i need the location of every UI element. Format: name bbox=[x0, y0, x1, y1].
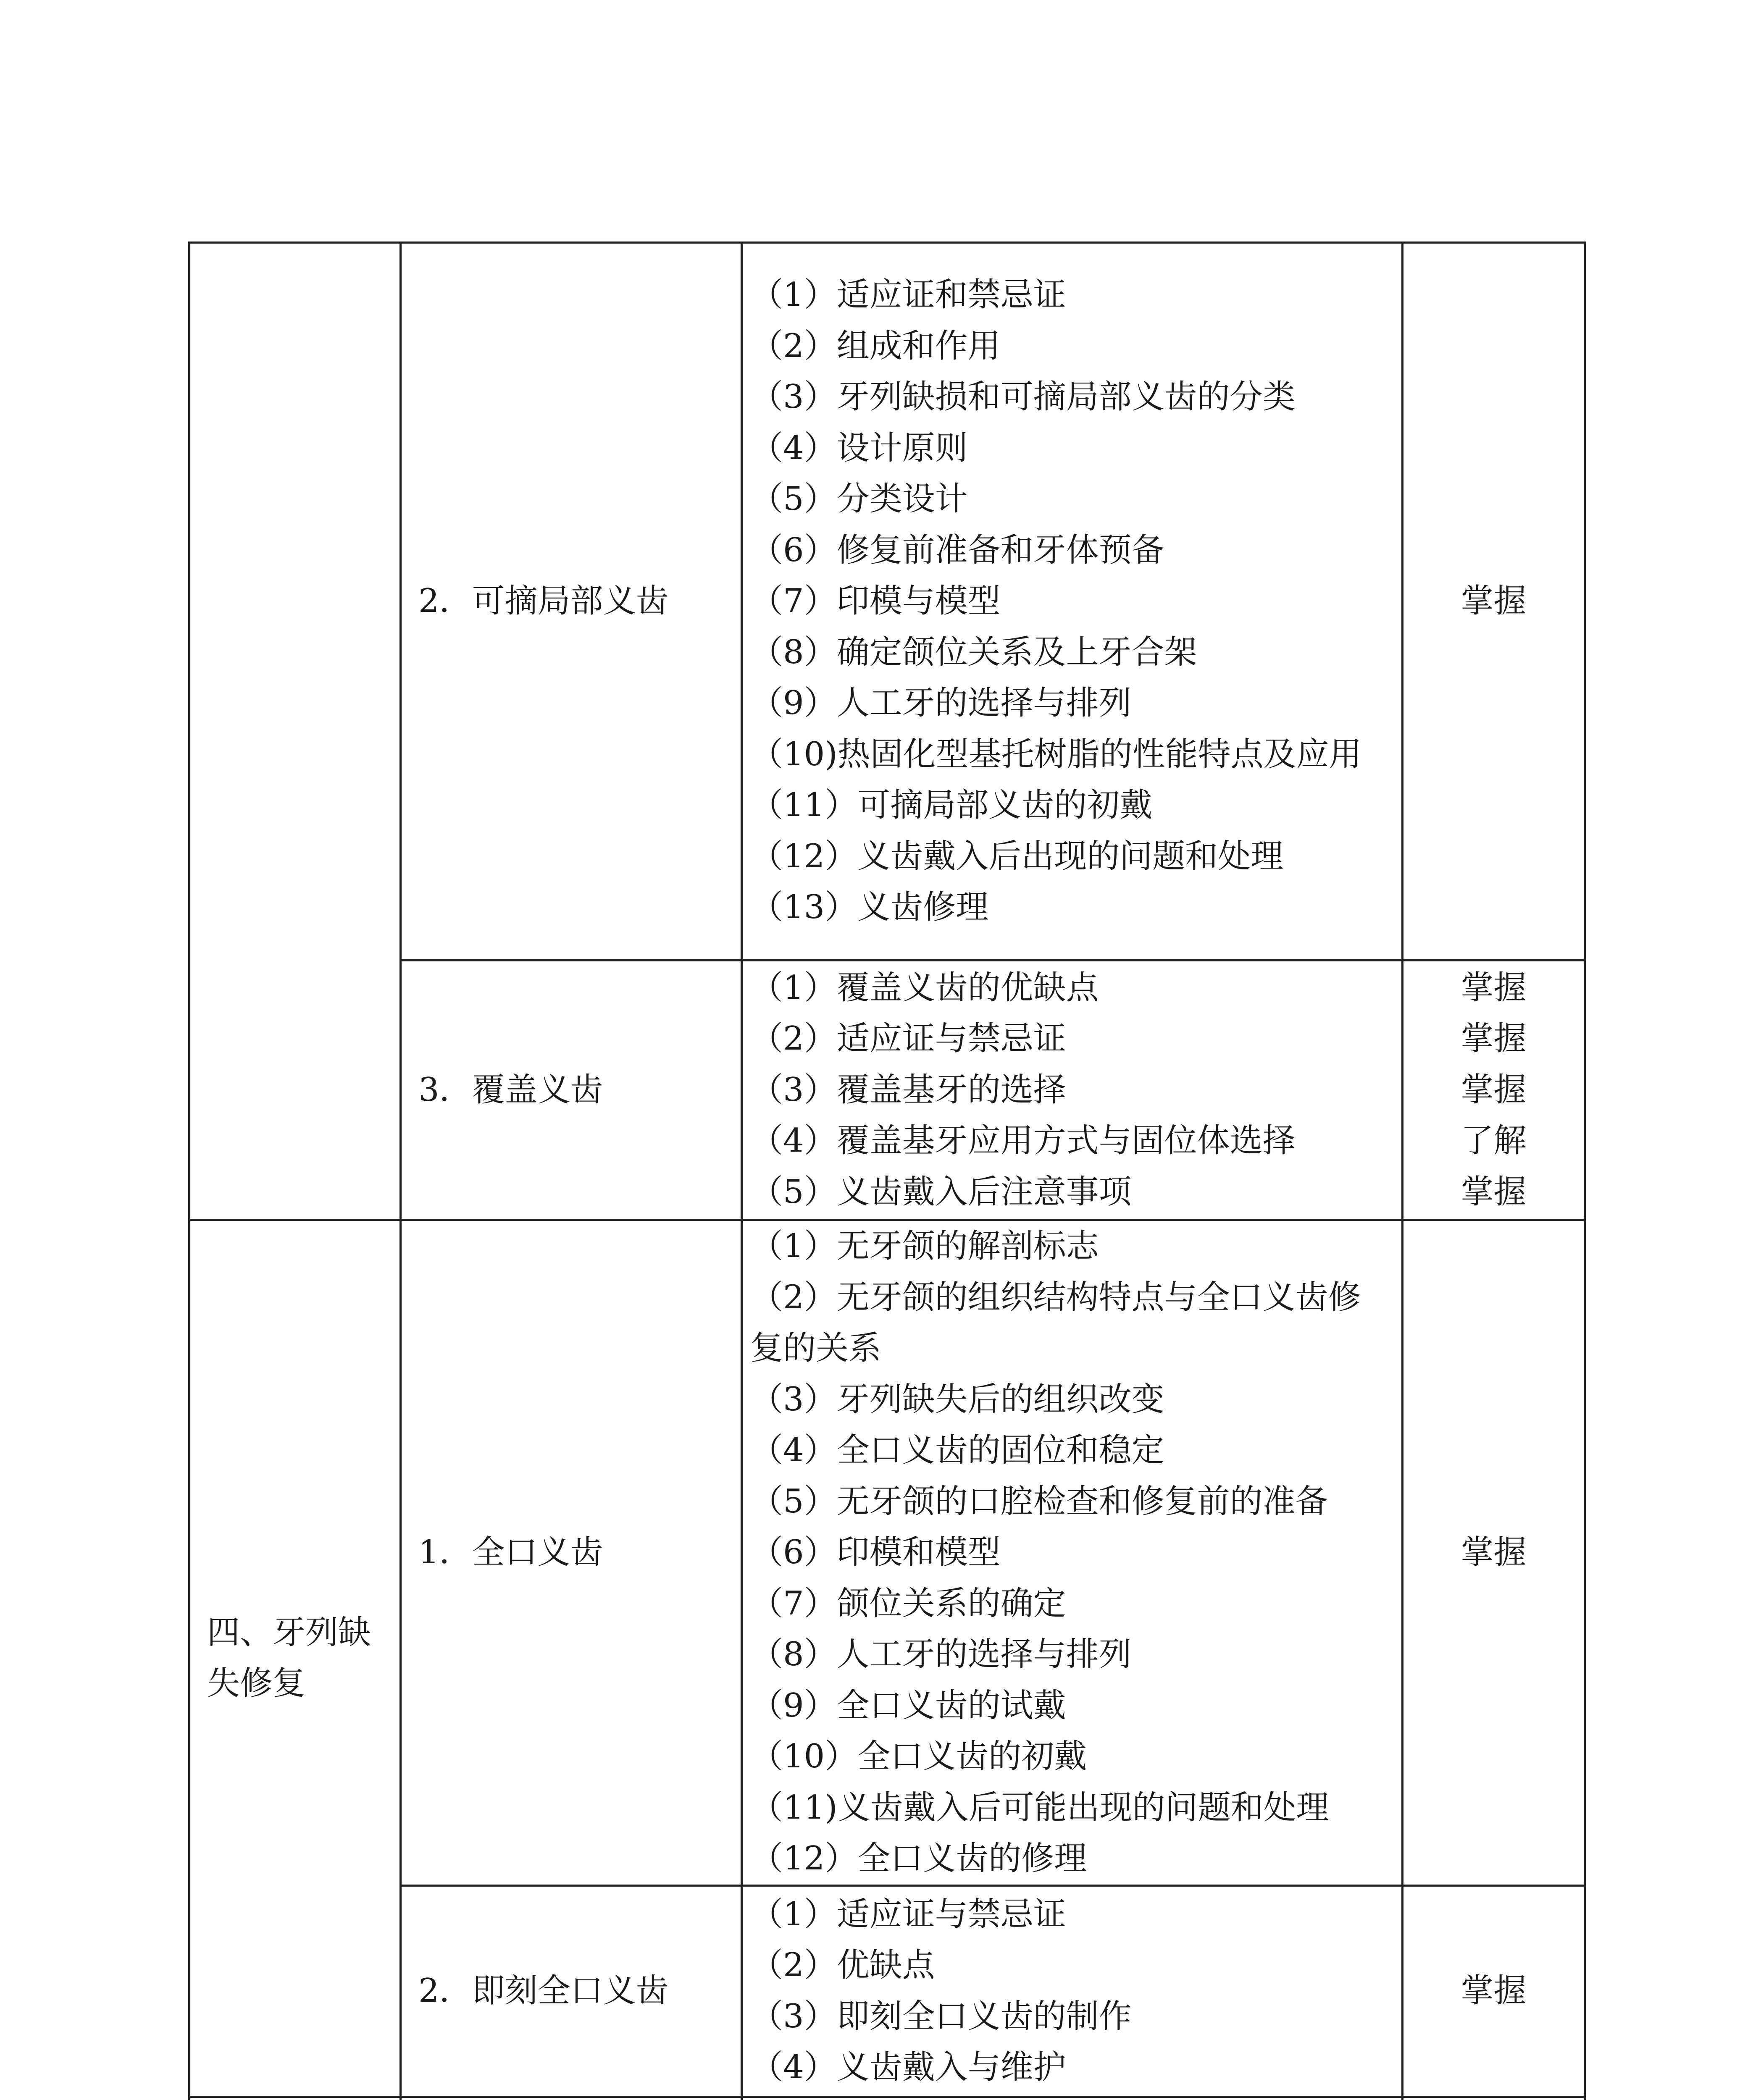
content-item: （10)热固化型基托树脂的性能特点及应用 bbox=[750, 735, 1362, 773]
topic-cell bbox=[401, 1220, 742, 1886]
section-cell bbox=[189, 1220, 401, 2097]
requirement-label: 掌握 bbox=[1461, 1533, 1527, 1571]
content-item: （3）覆盖基牙的选择 bbox=[750, 1071, 1066, 1109]
topic-label: 1．全口义齿 bbox=[418, 1533, 603, 1571]
content-item: （12）全口义齿的修理 bbox=[750, 1840, 1087, 1877]
content-item: （4）全口义齿的固位和稳定 bbox=[750, 1431, 1164, 1469]
content-item: （2）无牙颌的组织结构特点与全口义齿修复的关系 bbox=[750, 1278, 1361, 1367]
content-item: （5）义齿戴入后注意事项 bbox=[750, 1173, 1132, 1211]
topic-cell bbox=[401, 243, 742, 961]
content-item: （3）牙列缺失后的组织改变 bbox=[750, 1380, 1164, 1418]
content-item: （11）可摘局部义齿的初戴 bbox=[750, 786, 1153, 824]
content-item: （4）义齿戴入与维护 bbox=[750, 2048, 1066, 2086]
content-cell bbox=[742, 961, 1403, 1220]
content-item: （5）分类设计 bbox=[750, 480, 968, 518]
content-cell bbox=[742, 1885, 1403, 2097]
content-item: （2）优缺点 bbox=[750, 1946, 935, 1984]
topic-cell bbox=[401, 2097, 742, 2100]
requirement-cell bbox=[1403, 2097, 1585, 2100]
topic-label: 2．即刻全口义齿 bbox=[418, 1971, 669, 2010]
topic-label: 2．可摘局部义齿 bbox=[418, 582, 669, 620]
content-item: （10）全口义齿的初戴 bbox=[750, 1738, 1087, 1775]
section-title: 四、牙列缺失修复 bbox=[207, 1613, 371, 1703]
content-item: （1）覆盖义齿的优缺点 bbox=[750, 969, 1099, 1007]
content-item: （1）适应证和禁忌证 bbox=[750, 276, 1066, 314]
syllabus-table bbox=[188, 242, 1586, 2100]
content-item: （6）印模和模型 bbox=[750, 1533, 1001, 1571]
content-item: （4）设计原则 bbox=[750, 429, 968, 467]
content-item: （6）修复前准备和牙体预备 bbox=[750, 531, 1164, 569]
content-item: （11)义齿戴入后可能出现的问题和处理 bbox=[750, 1788, 1329, 1827]
requirement-cell bbox=[1403, 961, 1585, 1220]
content-cell bbox=[742, 2097, 1403, 2100]
content-item: （5）无牙颌的口腔检查和修复前的准备 bbox=[750, 1482, 1328, 1520]
requirement-label: 掌握 bbox=[1461, 1071, 1527, 1109]
content-item: （12）义齿戴入后出现的问题和处理 bbox=[750, 837, 1284, 875]
topic-label: 3．覆盖义齿 bbox=[418, 1071, 603, 1109]
requirement-label: 掌握 bbox=[1461, 1971, 1527, 2010]
topic-cell bbox=[401, 961, 742, 1220]
content-item: （1）无牙颌的解剖标志 bbox=[750, 1227, 1099, 1265]
table-row bbox=[189, 1220, 1585, 1886]
requirement-label: 掌握 bbox=[1461, 1020, 1527, 1058]
content-item: （3）牙列缺损和可摘局部义齿的分类 bbox=[750, 378, 1296, 416]
requirement-cell bbox=[1403, 1885, 1585, 2097]
content-cell bbox=[742, 243, 1403, 961]
section-cell bbox=[189, 2097, 401, 2100]
content-item: （2）组成和作用 bbox=[750, 327, 1001, 365]
content-item: （4）覆盖基牙应用方式与固位体选择 bbox=[750, 1122, 1296, 1160]
content-item: （3）即刻全口义齿的制作 bbox=[750, 1997, 1132, 2035]
requirement-cell bbox=[1403, 1220, 1585, 1886]
table-row bbox=[189, 2097, 1585, 2100]
content-cell bbox=[742, 1220, 1403, 1886]
content-item: （9）全口义齿的试戴 bbox=[750, 1686, 1066, 1725]
content-item: （13）义齿修理 bbox=[750, 888, 989, 927]
requirement-label: 掌握 bbox=[1461, 1173, 1527, 1211]
content-item: （9）人工牙的选择与排列 bbox=[750, 684, 1132, 722]
content-item: （1）适应证与禁忌证 bbox=[750, 1895, 1066, 1933]
topic-cell bbox=[401, 1885, 742, 2097]
requirement-label: 掌握 bbox=[1461, 969, 1527, 1007]
requirement-label: 掌握 bbox=[1461, 582, 1527, 620]
content-item: （2）适应证与禁忌证 bbox=[750, 1020, 1066, 1058]
requirement-label: 了解 bbox=[1461, 1122, 1527, 1160]
content-item: （8）确定颌位关系及上牙合架 bbox=[750, 633, 1197, 671]
content-item: （7）颌位关系的确定 bbox=[750, 1584, 1066, 1622]
content-item: （7）印模与模型 bbox=[750, 582, 1001, 620]
content-item: （8）人工牙的选择与排列 bbox=[750, 1635, 1132, 1673]
table-row bbox=[189, 243, 1585, 961]
requirement-cell bbox=[1403, 243, 1585, 961]
section-cell bbox=[189, 243, 401, 1220]
